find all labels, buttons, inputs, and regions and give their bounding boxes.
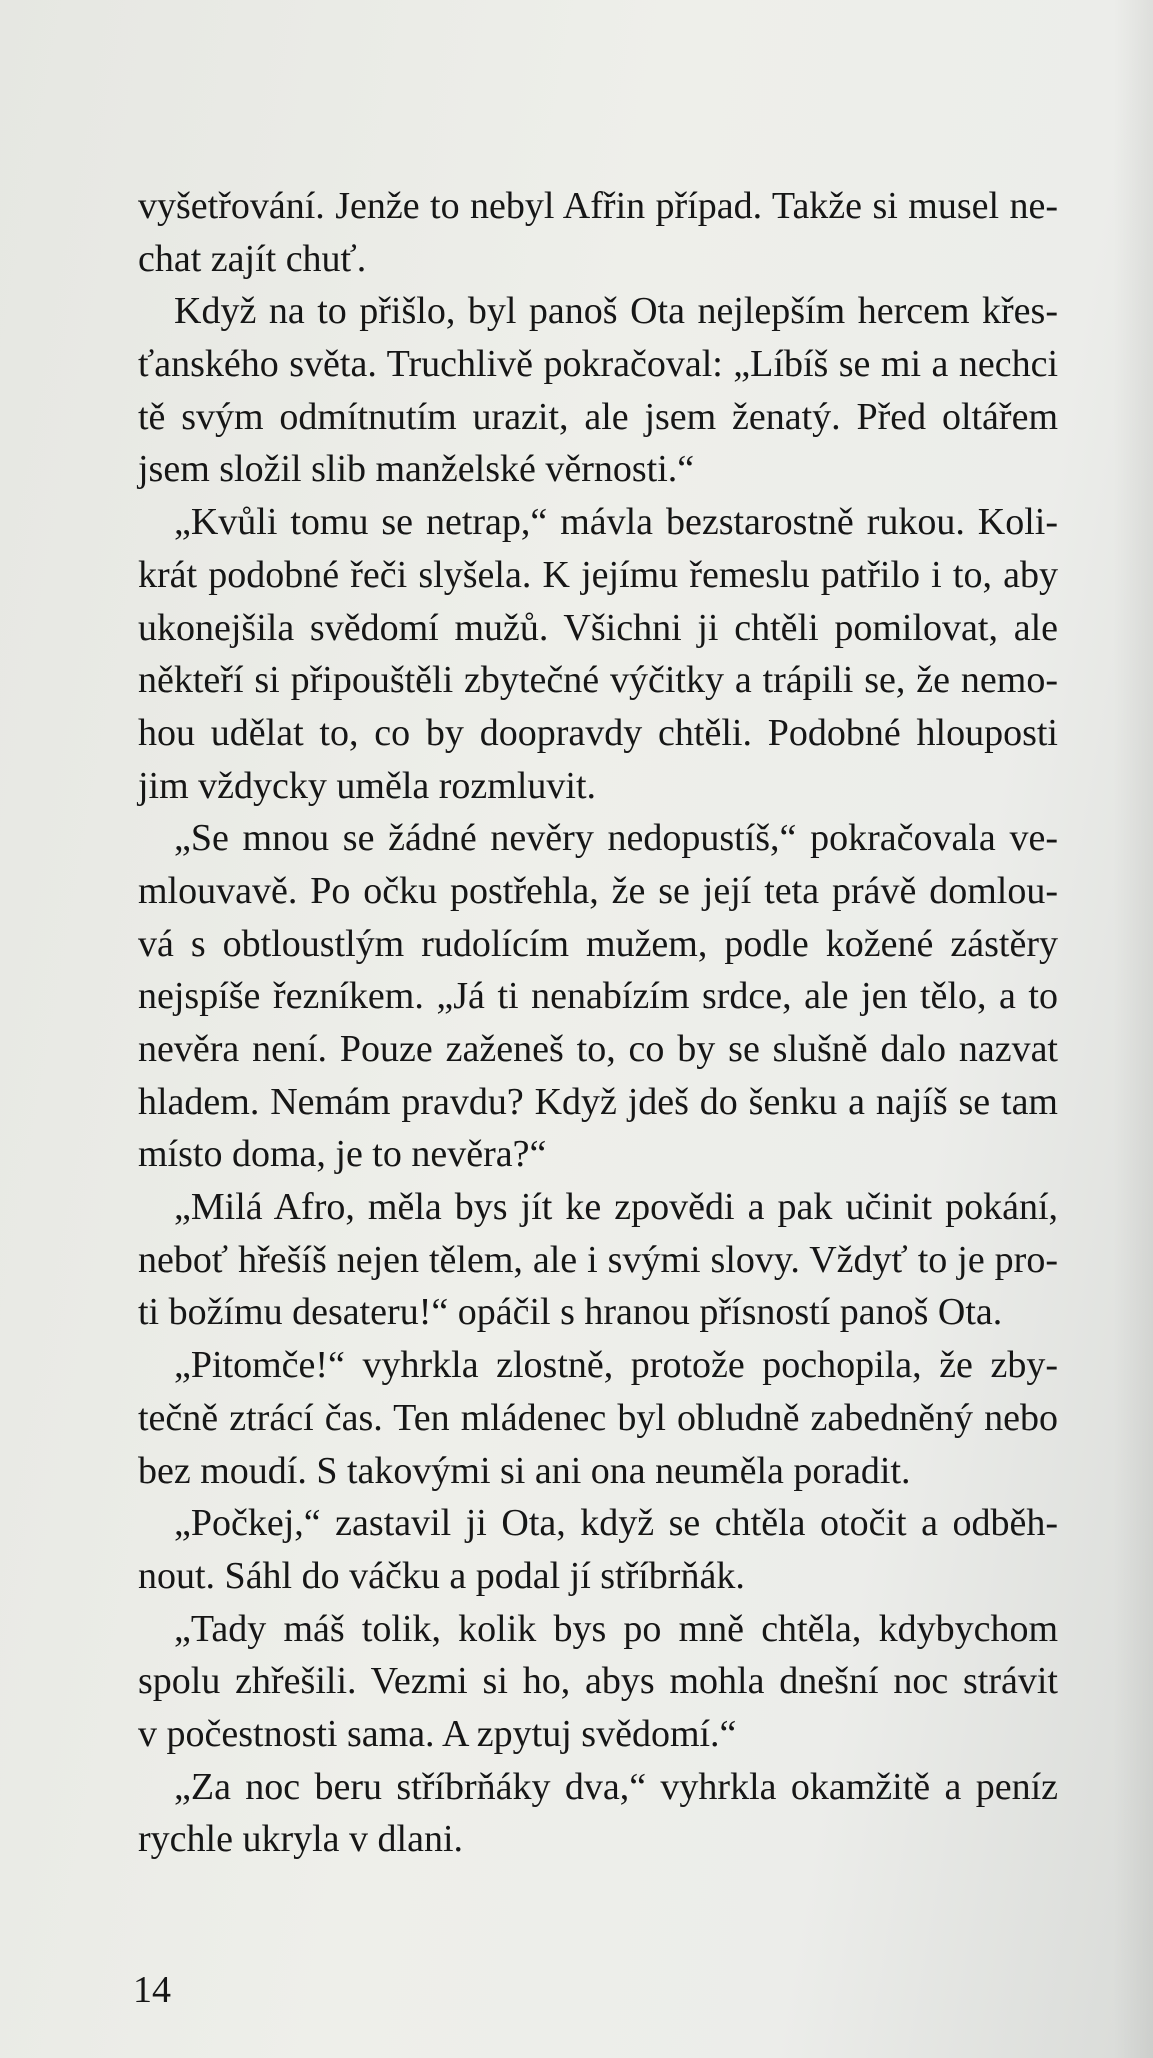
text-line: tě svým odmítnutím urazit, ale jsem ženatý. Před oltářem — [138, 395, 1058, 438]
text-line: nout. Sáhl do váčku a podal jí stříbrňák. — [138, 1554, 745, 1597]
text-line: krát podobné řeči slyšela. K jejímu řemeslu patřilo i to, aby — [138, 553, 1058, 596]
text-line: vá s obtloustlým rudolícím mužem, podle kožené zástěry — [138, 922, 1058, 965]
text-line: „Za noc beru stříbrňáky dva,“ vyhrkla okamžitě a peníz — [174, 1765, 1058, 1808]
text-line: „Pitomče!“ vyhrkla zlostně, protože pochopila, že zby- — [174, 1344, 1058, 1387]
text-line: ukonejšila svědomí mužů. Všichni ji chtěli pomilovat, ale — [138, 606, 1058, 649]
text-line: „Kvůli tomu se netrap,“ mávla bezstarostně rukou. Koli- — [174, 501, 1058, 544]
text-line: nevěra není. Pouze zaženeš to, co by se slušně dalo nazvat — [138, 1028, 1058, 1070]
page-number: 14 — [133, 1969, 171, 2011]
text-line: chat zajít chuť. — [138, 237, 367, 280]
text-line: jsem složil slib manželské věrnosti.“ — [138, 448, 695, 491]
text-line: tečně ztrácí čas. Ten mládenec byl obludně zabedněný nebo — [138, 1396, 1058, 1439]
text-line: ti božímu desateru!“ opáčil s hranou přísností panoš Ota. — [138, 1291, 1003, 1334]
text-line: „Počkej,“ zastavil ji Ota, když se chtěla otočit a odběh- — [174, 1502, 1058, 1545]
text-line: nejspíše řezníkem. „Já ti nenabízím srdce, ale jen tělo, a to — [138, 975, 1058, 1018]
text-line: „Tady máš tolik, kolik bys po mně chtěla, kdybychom — [174, 1607, 1058, 1650]
text-line: „Se mnou se žádné nevěry nedopustíš,“ pokračovala ve- — [174, 817, 1058, 860]
body-text — [138, 180, 1058, 1866]
text-line: neboť hřešíš nejen tělem, ale i svými slovy. Vždyť to je pro- — [138, 1238, 1058, 1281]
text-line: „Milá Afro, měla bys jít ke zpovědi a pak učinit pokání, — [174, 1186, 1058, 1229]
text-line: v počestnosti sama. A zpytuj svědomí.“ — [138, 1712, 737, 1755]
text-line: vyšetřování. Jenže to nebyl Afřin případ. Takže si musel ne- — [138, 185, 1058, 227]
text-line: rychle ukryla v dlani. — [138, 1818, 464, 1861]
text-line: Když na to přišlo, byl panoš Ota nejlepším hercem křes- — [174, 290, 1058, 333]
text-line: hladem. Nemám pravdu? Když jdeš do šenku a najíš se tam — [138, 1080, 1058, 1123]
text-line: místo doma, je to nevěra?“ — [138, 1133, 547, 1176]
text-line: hou udělat to, co by doopravdy chtěli. Podobné hlouposti — [138, 711, 1058, 754]
text-line: mlouvavě. Po očku postřehla, že se její teta právě domlou- — [138, 869, 1058, 912]
text-line: ťanského světa. Truchlivě pokračoval: „Líbíš se mi a nechci — [138, 343, 1058, 386]
text-line: bez moudí. S takovými si ani ona neuměla poradit. — [138, 1449, 911, 1492]
text-line: někteří si připouštěli zbytečné výčitky a trápili se, že nemo- — [138, 659, 1058, 702]
text-line: jim vždycky uměla rozmluvit. — [138, 764, 597, 807]
page-edge-shadow — [1113, 0, 1153, 2058]
text-line: spolu zhřešili. Vezmi si ho, abys mohla dnešní noc strávit — [138, 1660, 1058, 1703]
